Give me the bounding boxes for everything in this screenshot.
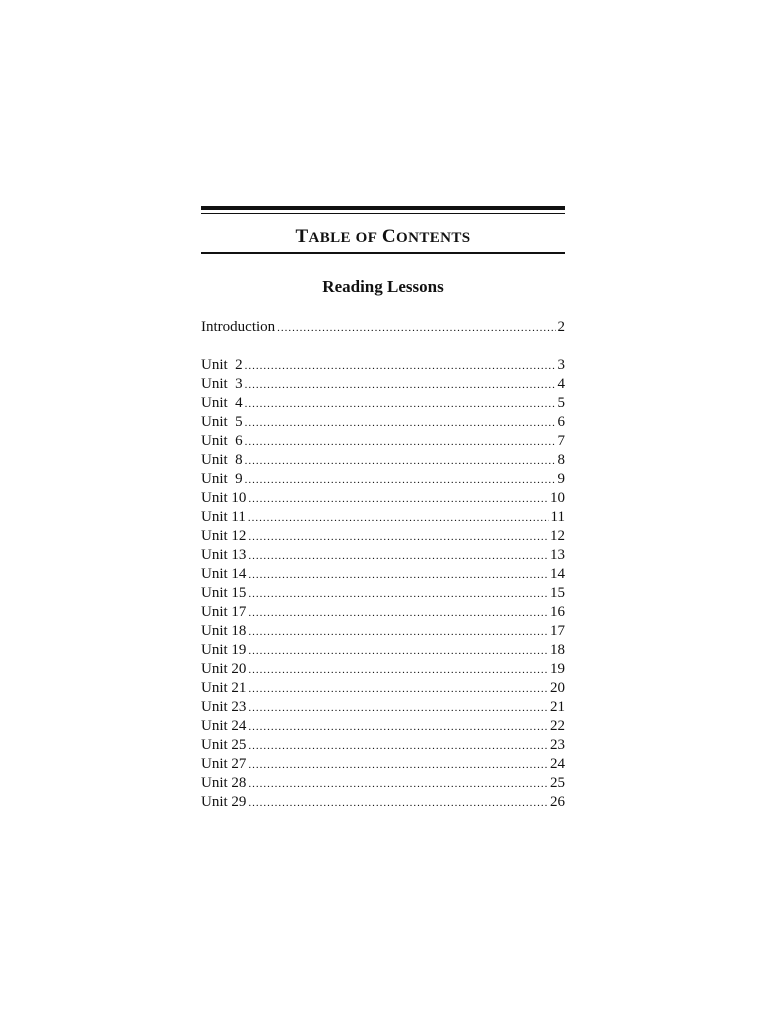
toc-entry-unit[interactable] <box>201 793 565 812</box>
entry-label: Unit 2 <box>201 357 243 373</box>
dot-leader <box>248 528 548 547</box>
entry-page-number: 7 <box>557 433 565 449</box>
dot-leader <box>248 604 548 623</box>
entry-page-number: 16 <box>550 604 565 620</box>
entry-page-number: 24 <box>550 756 565 772</box>
toc-entry-unit[interactable] <box>201 508 565 527</box>
dot-leader <box>248 490 548 509</box>
dot-leader <box>245 357 556 376</box>
dot-leader <box>248 794 548 813</box>
toc-entry-unit[interactable] <box>201 432 565 451</box>
entry-page-number: 21 <box>550 699 565 715</box>
entry-label: Introduction <box>201 319 276 335</box>
dot-leader <box>248 718 548 737</box>
dot-leader <box>277 319 555 338</box>
section-heading: Reading Lessons <box>322 277 444 296</box>
toc-entry-unit[interactable] <box>201 565 565 584</box>
toc-entry-unit[interactable] <box>201 603 565 622</box>
entry-page-number: 4 <box>557 376 565 392</box>
entry-label: Unit 10 <box>201 490 247 506</box>
toc-entry-unit[interactable] <box>201 451 565 470</box>
toc-entry-unit[interactable] <box>201 413 565 432</box>
entry-label: Unit 15 <box>201 585 247 601</box>
toc-entry-unit[interactable] <box>201 394 565 413</box>
entry-page-number: 17 <box>550 623 565 639</box>
top-rule-thick <box>201 206 565 210</box>
dot-leader <box>245 376 556 395</box>
entry-page-number: 2 <box>557 319 565 335</box>
toc-entry-unit[interactable] <box>201 622 565 641</box>
title-initial-c: C <box>381 226 397 247</box>
entry-label: Unit 14 <box>201 566 247 582</box>
toc-list <box>201 318 565 812</box>
entry-page-number: 12 <box>550 528 565 544</box>
entry-label: Unit 18 <box>201 623 247 639</box>
toc-entry-unit[interactable] <box>201 489 565 508</box>
entry-label: Unit 27 <box>201 756 247 772</box>
entry-label: Unit 19 <box>201 642 247 658</box>
dot-leader <box>248 775 548 794</box>
toc-entry-unit[interactable] <box>201 527 565 546</box>
toc-entry-unit[interactable] <box>201 584 565 603</box>
dot-leader <box>248 509 549 528</box>
entry-page-number: 5 <box>557 395 565 411</box>
spacer <box>201 337 565 356</box>
dot-leader <box>248 585 548 604</box>
entry-page-number: 26 <box>550 794 565 810</box>
entry-page-number: 8 <box>557 452 565 468</box>
title-underline <box>201 252 565 254</box>
entry-page-number: 19 <box>550 661 565 677</box>
entry-page-number: 6 <box>557 414 565 430</box>
entry-page-number: 25 <box>550 775 565 791</box>
entry-page-number: 23 <box>550 737 565 753</box>
entry-page-number: 9 <box>557 471 565 487</box>
entry-label: Unit 25 <box>201 737 247 753</box>
toc-entry-unit[interactable] <box>201 356 565 375</box>
entry-label: Unit 11 <box>201 509 246 525</box>
toc-entry-unit[interactable] <box>201 641 565 660</box>
unit-entries <box>201 356 565 812</box>
title-ontents: ONTENTS <box>396 230 471 246</box>
toc-entry-unit[interactable] <box>201 755 565 774</box>
entry-label: Unit 24 <box>201 718 247 734</box>
entry-label: Unit 17 <box>201 604 247 620</box>
dot-leader <box>248 680 548 699</box>
toc-entry-unit[interactable] <box>201 546 565 565</box>
toc-entry-unit[interactable] <box>201 679 565 698</box>
title-initial-t: T <box>295 226 309 247</box>
entry-page-number: 13 <box>550 547 565 563</box>
entry-label: Unit 9 <box>201 471 243 487</box>
entry-label: Unit 3 <box>201 376 243 392</box>
dot-leader <box>248 661 548 680</box>
entry-label: Unit 4 <box>201 395 243 411</box>
dot-leader <box>248 623 548 642</box>
toc-entry-unit[interactable] <box>201 375 565 394</box>
entry-label: Unit 13 <box>201 547 247 563</box>
entry-label: Unit 6 <box>201 433 243 449</box>
entry-label: Unit 28 <box>201 775 247 791</box>
toc-entry-unit[interactable] <box>201 736 565 755</box>
top-rule-thin <box>201 213 565 214</box>
entry-label: Unit 8 <box>201 452 243 468</box>
entry-page-number: 22 <box>550 718 565 734</box>
entry-page-number: 3 <box>557 357 565 373</box>
toc-entry-unit[interactable] <box>201 717 565 736</box>
entry-page-number: 10 <box>550 490 565 506</box>
dot-leader <box>248 756 548 775</box>
entry-page-number: 20 <box>550 680 565 696</box>
entry-page-number: 14 <box>550 566 565 582</box>
entry-page-number: 15 <box>550 585 565 601</box>
entry-label: Unit 29 <box>201 794 247 810</box>
toc-entry-introduction[interactable] <box>201 318 565 337</box>
page-title <box>201 226 565 248</box>
entry-page-number: 18 <box>550 642 565 658</box>
toc-entry-unit[interactable] <box>201 698 565 717</box>
entry-label: Unit 23 <box>201 699 247 715</box>
toc-page <box>201 206 565 812</box>
dot-leader <box>248 547 548 566</box>
dot-leader <box>245 433 556 452</box>
dot-leader <box>245 471 556 490</box>
toc-entry-unit[interactable] <box>201 660 565 679</box>
dot-leader <box>248 566 548 585</box>
entry-label: Unit 20 <box>201 661 247 677</box>
dot-leader <box>245 395 556 414</box>
dot-leader <box>248 642 548 661</box>
dot-leader <box>248 699 548 718</box>
toc-entry-unit[interactable] <box>201 774 565 793</box>
dot-leader <box>248 737 548 756</box>
title-able: ABLE <box>308 230 351 246</box>
entry-label: Unit 21 <box>201 680 247 696</box>
dot-leader <box>245 414 556 433</box>
title-of: OF <box>355 230 378 246</box>
toc-entry-unit[interactable] <box>201 470 565 489</box>
entry-page-number: 11 <box>550 509 565 525</box>
entry-label: Unit 12 <box>201 528 247 544</box>
entry-label: Unit 5 <box>201 414 243 430</box>
dot-leader <box>245 452 556 471</box>
